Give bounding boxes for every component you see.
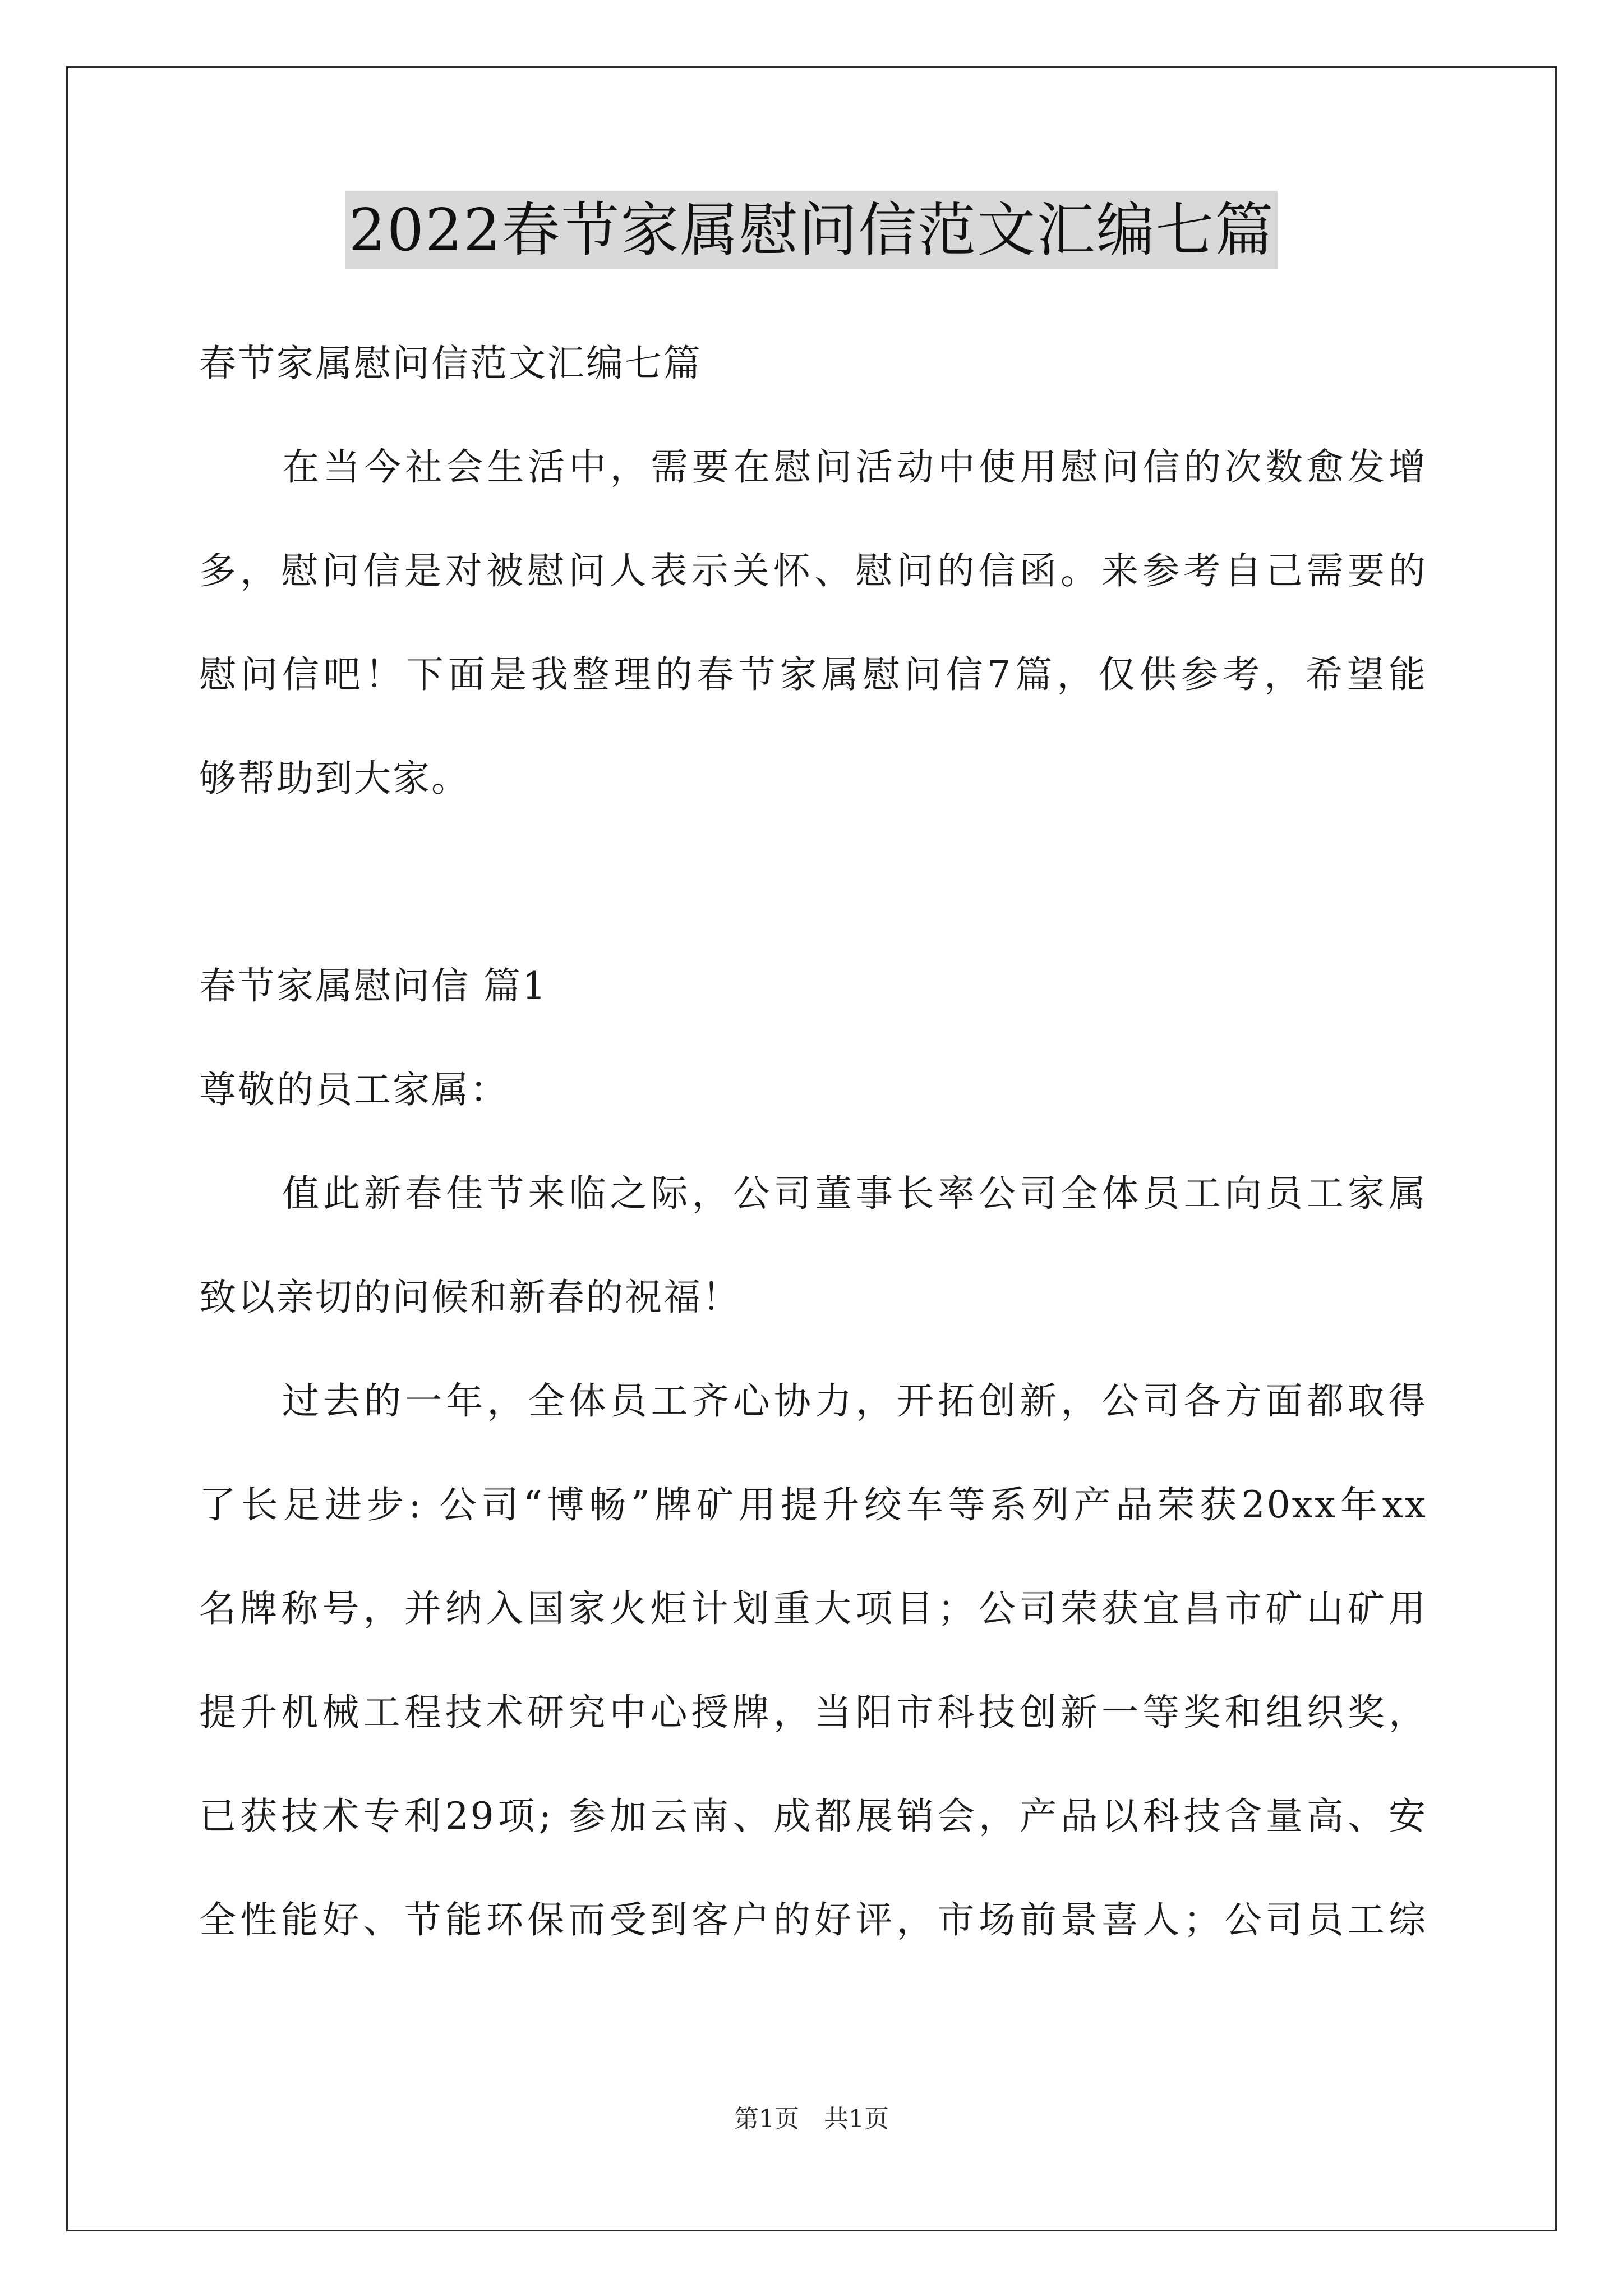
paragraph-line: 致以亲切的问候和新春的祝福！ [199, 1276, 741, 1319]
paragraph-line: 全性能好、节能环保而受到客户的好评，市场前景喜人；公司员工综 [199, 1898, 1427, 1941]
document-title: 2022春节家属慰问信范文汇编七篇 [345, 191, 1278, 269]
section-heading: 春节家属慰问信 篇1 [199, 964, 547, 1007]
page-footer [0, 2102, 1623, 2136]
document-subtitle: 春节家属慰问信范文汇编七篇 [199, 342, 702, 385]
paragraph-line: 值此新春佳节来临之际，公司董事长率公司全体员工向员工家属 [282, 1172, 1427, 1215]
paragraph-line: 过去的一年，全体员工齐心协力，开拓创新，公司各方面都取得 [282, 1379, 1427, 1423]
paragraph-line: 提升机械工程技术研究中心授牌，当阳市科技创新一等奖和组织奖， [199, 1691, 1427, 1734]
paragraph-line: 已获技术专利29项; 参加云南、成都展销会，产品以科技含量高、安 [199, 1795, 1427, 1838]
salutation: 尊敬的员工家属： [199, 1068, 509, 1111]
page-total: 共1页 [824, 2105, 889, 2133]
document-body [199, 311, 1427, 1972]
title-container [0, 191, 1623, 269]
paragraph-line: 名牌称号，并纳入国家火炬计划重大项目；公司荣获宜昌市矿山矿用 [199, 1587, 1427, 1630]
intro-line: 多，慰问信是对被慰问人表示关怀、慰问的信函。来参考自己需要的 [199, 549, 1427, 592]
paragraph-line: 了长足进步: 公司“博畅”牌矿用提升绞车等系列产品荣获20xx年xx [199, 1483, 1427, 1526]
intro-line: 够帮助到大家。 [199, 757, 470, 800]
intro-line: 在当今社会生活中，需要在慰问活动中使用慰问信的次数愈发增 [282, 445, 1427, 489]
section-spacer [199, 830, 1427, 934]
page-number: 第1页 [734, 2105, 799, 2133]
intro-line: 慰问信吧！下面是我整理的春节家属慰问信7篇，仅供参考，希望能 [199, 653, 1427, 696]
